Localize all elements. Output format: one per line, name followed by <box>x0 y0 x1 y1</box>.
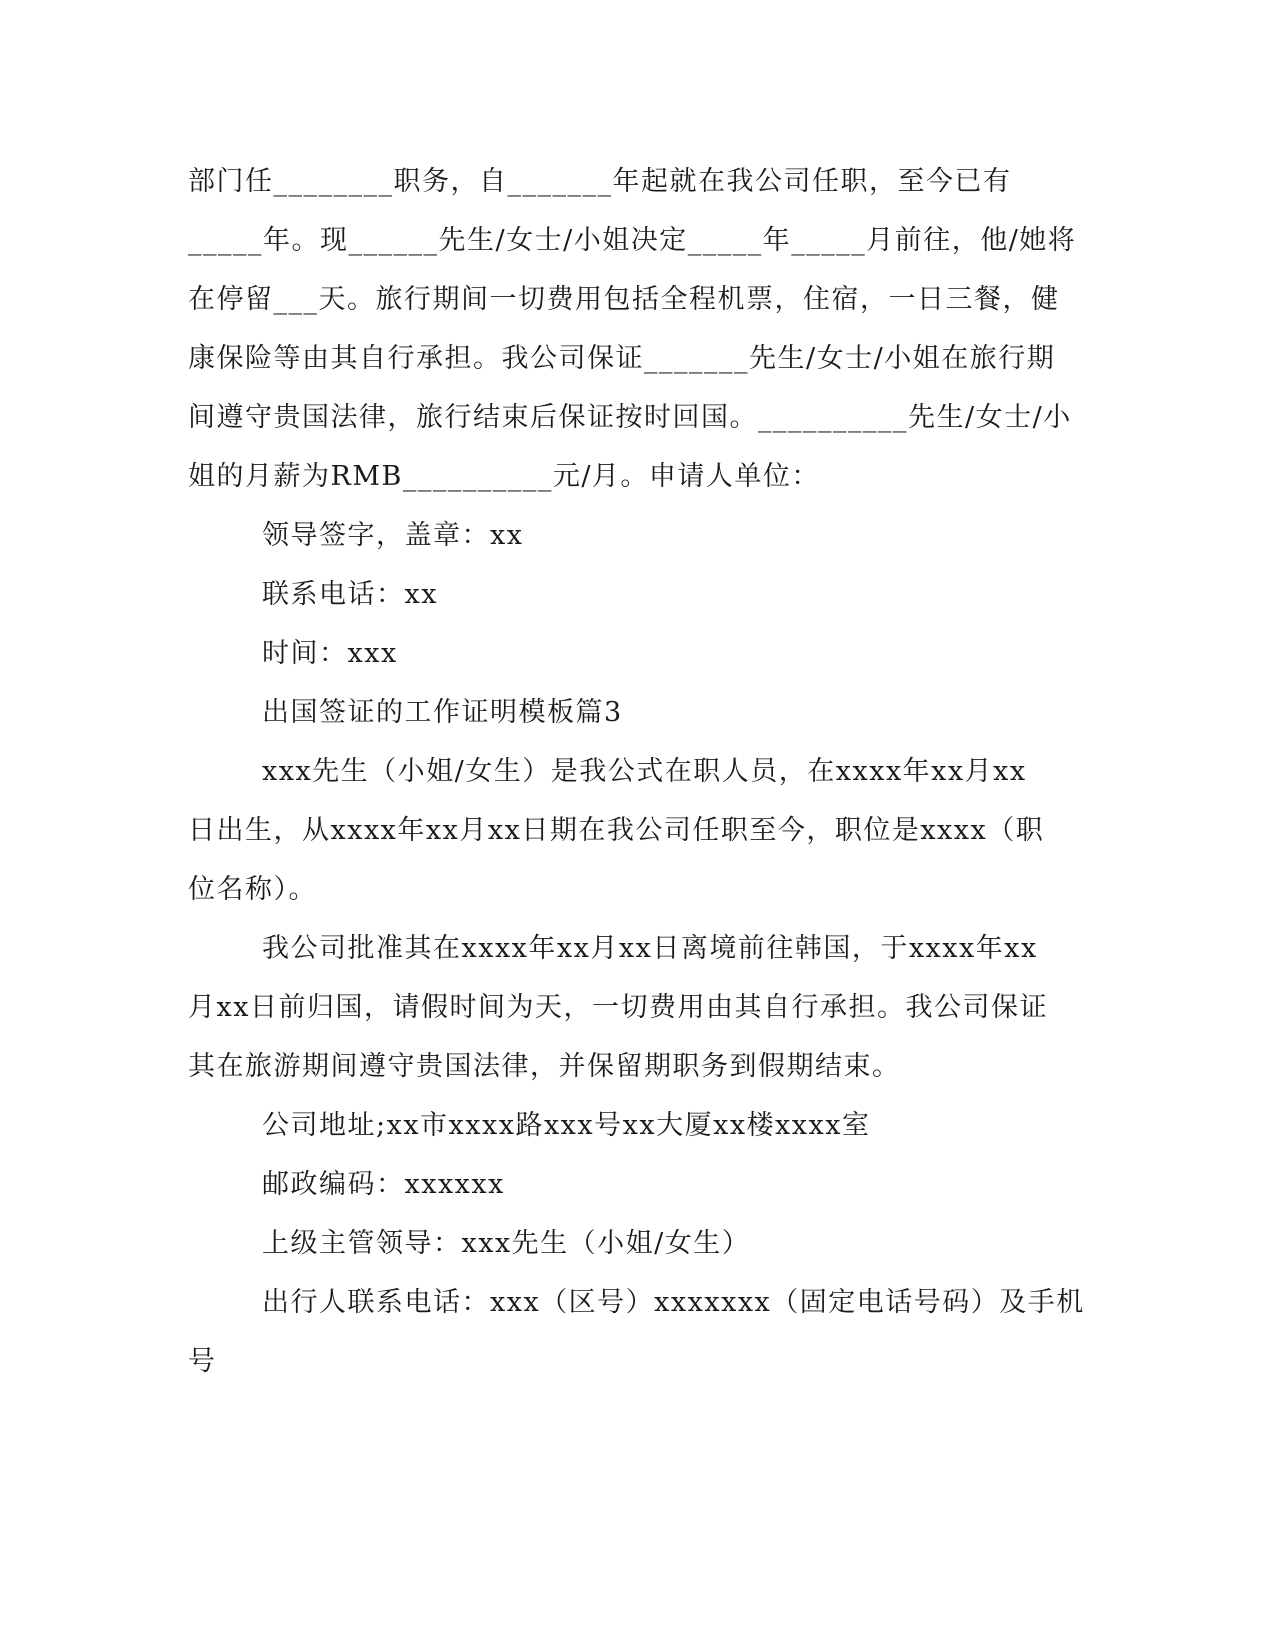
paragraph-line: 间遵守贵国法律，旅行结束后保证按时回国。__________先生/女士/小 <box>188 402 1072 433</box>
address-line: 公司地址;xx市xxxx路xxx号xx大厦xx楼xxxx室 <box>262 1110 871 1141</box>
paragraph-line: 部门任________职务，自_______年起就在我公司任职，至今已有 <box>188 166 1012 197</box>
paragraph-line: 在停留___天。旅行期间一切费用包括全程机票，住宿，一日三餐，健 <box>188 284 1060 315</box>
paragraph-line: _____年。现______先生/女士/小姐决定_____年_____月前往，他/她将 <box>188 225 1077 256</box>
paragraph-line: 我公司批准其在xxxx年xx月xx日离境前往韩国，于xxxx年xx <box>262 933 1038 964</box>
paragraph-line: 其在旅游期间遵守贵国法律，并保留期职务到假期结束。 <box>188 1051 901 1082</box>
postcode-line: 邮政编码：xxxxxx <box>262 1169 505 1200</box>
section-title: 出国签证的工作证明模板篇3 <box>262 697 623 728</box>
time-line: 时间：xxx <box>262 638 398 669</box>
paragraph-line: 位名称）。 <box>188 874 317 905</box>
paragraph-line: 月xx日前归国，请假时间为天，一切费用由其自行承担。我公司保证 <box>188 992 1048 1023</box>
paragraph-line: 号 <box>188 1346 217 1377</box>
phone-line: 联系电话：xx <box>262 579 438 610</box>
paragraph-line: 康保险等由其自行承担。我公司保证_______先生/女士/小姐在旅行期 <box>188 343 1056 374</box>
signature-line: 领导签字，盖章：xx <box>262 520 524 551</box>
paragraph-line: 姐的月薪为RMB__________元/月。申请人单位： <box>188 461 820 492</box>
paragraph-line: xxx先生（小姐/女生）是我公式在职人员，在xxxx年xx月xx <box>262 756 1027 787</box>
supervisor-line: 上级主管领导：xxx先生（小姐/女生） <box>262 1228 751 1259</box>
paragraph-line: 日出生，从xxxx年xx月xx日期在我公司任职至今，职位是xxxx（职 <box>188 815 1045 846</box>
traveler-phone-line: 出行人联系电话：xxx（区号）xxxxxxx（固定电话号码）及手机 <box>262 1287 1085 1318</box>
